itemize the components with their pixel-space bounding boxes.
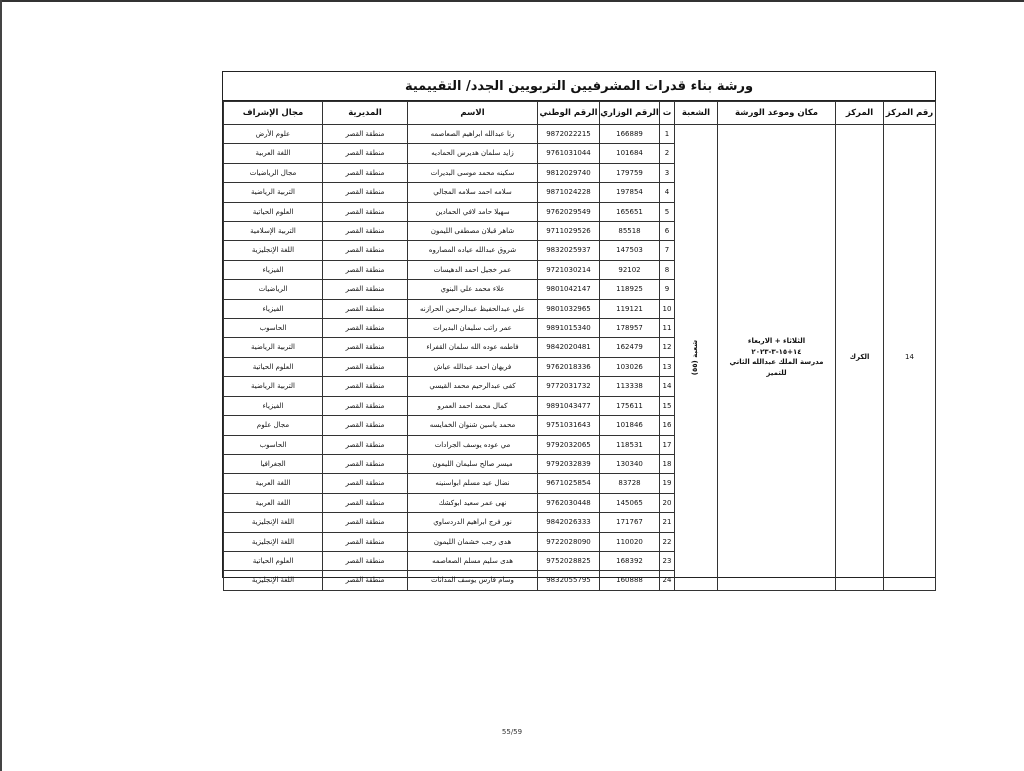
seq-cell: 18 bbox=[660, 454, 675, 473]
national-number-cell: 9891015340 bbox=[538, 319, 600, 338]
document-sheet bbox=[222, 71, 936, 585]
national-number-cell: 9871024228 bbox=[538, 183, 600, 202]
ministry-number-cell: 92102 bbox=[600, 260, 660, 279]
field-cell: الفيزياء bbox=[224, 396, 323, 415]
name-cell: فاطمه عوده الله سلمان القفراء bbox=[408, 338, 538, 357]
field-cell: اللغة العربية bbox=[224, 144, 323, 163]
national-number-cell: 9761031044 bbox=[538, 144, 600, 163]
name-cell: علي عبدالحفيظ عبدالرحمن الحرازنه bbox=[408, 299, 538, 318]
table-header-row bbox=[224, 102, 936, 125]
seq-cell: 2 bbox=[660, 144, 675, 163]
seq-cell: 12 bbox=[660, 338, 675, 357]
name-cell: كفى عبدالرحيم محمد القيسي bbox=[408, 377, 538, 396]
header-seq: ت bbox=[660, 102, 675, 125]
field-cell: اللغة الإنجليزية bbox=[224, 513, 323, 532]
national-number-cell: 9711029526 bbox=[538, 222, 600, 241]
page-edge-left bbox=[0, 0, 2, 771]
ministry-number-cell: 101684 bbox=[600, 144, 660, 163]
page-edge-top bbox=[0, 0, 1024, 2]
header-section: الشعبة bbox=[675, 102, 718, 125]
venue-line1: الثلاثاء + الاربعاء bbox=[747, 337, 806, 346]
ministry-number-cell: 175611 bbox=[600, 396, 660, 415]
seq-cell: 21 bbox=[660, 513, 675, 532]
field-cell: مجال علوم bbox=[224, 416, 323, 435]
seq-cell: 24 bbox=[660, 571, 675, 590]
field-cell: اللغة الإنجليزية bbox=[224, 571, 323, 590]
seq-cell: 16 bbox=[660, 416, 675, 435]
field-cell: التربية الرياضية bbox=[224, 377, 323, 396]
directorate-cell: منطقة القصر bbox=[323, 183, 408, 202]
venue-date-cell bbox=[718, 125, 836, 591]
header-center: المركز bbox=[836, 102, 884, 125]
national-number-cell: 9801032965 bbox=[538, 299, 600, 318]
seq-cell: 10 bbox=[660, 299, 675, 318]
directorate-cell: منطقة القصر bbox=[323, 493, 408, 512]
national-number-cell: 9872022215 bbox=[538, 125, 600, 144]
name-cell: رنا عبدالله ابراهيم الصعاصمه bbox=[408, 125, 538, 144]
national-number-cell: 9772031732 bbox=[538, 377, 600, 396]
ministry-number-cell: 147503 bbox=[600, 241, 660, 260]
field-cell: العلوم الحياتية bbox=[224, 202, 323, 221]
directorate-cell: منطقة القصر bbox=[323, 338, 408, 357]
directorate-cell: منطقة القصر bbox=[323, 163, 408, 182]
venue-line4: للتميز bbox=[766, 368, 787, 377]
directorate-cell: منطقة القصر bbox=[323, 377, 408, 396]
header-national-no: الرقم الوطني bbox=[538, 102, 600, 125]
field-cell: العلوم الحياتية bbox=[224, 551, 323, 570]
ministry-number-cell: 178957 bbox=[600, 319, 660, 338]
national-number-cell: 9842026333 bbox=[538, 513, 600, 532]
directorate-cell: منطقة القصر bbox=[323, 396, 408, 415]
national-number-cell: 9762030448 bbox=[538, 493, 600, 512]
seq-cell: 22 bbox=[660, 532, 675, 551]
document-title: ورشة بناء قدرات المشرفيين التربويين الجدد/ التقييمية bbox=[223, 72, 935, 101]
name-cell: عمر راتب سليمان البديرات bbox=[408, 319, 538, 338]
name-cell: سكينه محمد موسى البديرات bbox=[408, 163, 538, 182]
seq-cell: 7 bbox=[660, 241, 675, 260]
participants-table bbox=[223, 101, 936, 591]
ministry-number-cell: 160888 bbox=[600, 571, 660, 590]
national-number-cell: 9721030214 bbox=[538, 260, 600, 279]
name-cell: شروق عبدالله عياده المصاروه bbox=[408, 241, 538, 260]
national-number-cell: 9891043477 bbox=[538, 396, 600, 415]
field-cell: الرياضيات bbox=[224, 280, 323, 299]
directorate-cell: منطقة القصر bbox=[323, 551, 408, 570]
field-cell: التربية الرياضية bbox=[224, 338, 323, 357]
directorate-cell: منطقة القصر bbox=[323, 435, 408, 454]
ministry-number-cell: 113338 bbox=[600, 377, 660, 396]
ministry-number-cell: 118531 bbox=[600, 435, 660, 454]
ministry-number-cell: 179759 bbox=[600, 163, 660, 182]
name-cell: محمد ياسين شنوان الخمايسه bbox=[408, 416, 538, 435]
name-cell: نضال عيد مسلم ابواسنينه bbox=[408, 474, 538, 493]
directorate-cell: منطقة القصر bbox=[323, 202, 408, 221]
directorate-cell: منطقة القصر bbox=[323, 241, 408, 260]
header-ministry-no: الرقم الوزاري bbox=[600, 102, 660, 125]
seq-cell: 23 bbox=[660, 551, 675, 570]
header-field: مجال الإشراف bbox=[224, 102, 323, 125]
field-cell: الحاسوب bbox=[224, 319, 323, 338]
directorate-cell: منطقة القصر bbox=[323, 513, 408, 532]
header-directorate: المديرية bbox=[323, 102, 408, 125]
seq-cell: 9 bbox=[660, 280, 675, 299]
national-number-cell: 9842020481 bbox=[538, 338, 600, 357]
name-cell: زايد سلمان هديرس الحماديه bbox=[408, 144, 538, 163]
name-cell: هدى رجب خشمان الليمون bbox=[408, 532, 538, 551]
ministry-number-cell: 119121 bbox=[600, 299, 660, 318]
field-cell: علوم الأرض bbox=[224, 125, 323, 144]
ministry-number-cell: 101846 bbox=[600, 416, 660, 435]
seq-cell: 15 bbox=[660, 396, 675, 415]
field-cell: الفيزياء bbox=[224, 260, 323, 279]
field-cell: التربية الإسلامية bbox=[224, 222, 323, 241]
ministry-number-cell: 168392 bbox=[600, 551, 660, 570]
section-cell bbox=[675, 125, 718, 591]
directorate-cell: منطقة القصر bbox=[323, 299, 408, 318]
directorate-cell: منطقة القصر bbox=[323, 474, 408, 493]
field-cell: التربية الرياضية bbox=[224, 183, 323, 202]
seq-cell: 4 bbox=[660, 183, 675, 202]
field-cell: اللغة الإنجليزية bbox=[224, 532, 323, 551]
directorate-cell: منطقة القصر bbox=[323, 260, 408, 279]
seq-cell: 6 bbox=[660, 222, 675, 241]
center-name-cell: الكرك bbox=[836, 125, 884, 591]
national-number-cell: 9751031643 bbox=[538, 416, 600, 435]
ministry-number-cell: 110020 bbox=[600, 532, 660, 551]
name-cell: عمر خجيل احمد الدهيسات bbox=[408, 260, 538, 279]
name-cell: علاء محمد علي البنوي bbox=[408, 280, 538, 299]
seq-cell: 19 bbox=[660, 474, 675, 493]
seq-cell: 13 bbox=[660, 357, 675, 376]
seq-cell: 17 bbox=[660, 435, 675, 454]
field-cell: الفيزياء bbox=[224, 299, 323, 318]
directorate-cell: منطقة القصر bbox=[323, 454, 408, 473]
ministry-number-cell: 103026 bbox=[600, 357, 660, 376]
field-cell: الحاسوب bbox=[224, 435, 323, 454]
header-name: الاسم bbox=[408, 102, 538, 125]
name-cell: نهى عمر سعيد ابوكشك bbox=[408, 493, 538, 512]
directorate-cell: منطقة القصر bbox=[323, 280, 408, 299]
directorate-cell: منطقة القصر bbox=[323, 319, 408, 338]
ministry-number-cell: 162479 bbox=[600, 338, 660, 357]
field-cell: اللغة العربية bbox=[224, 474, 323, 493]
venue-line2: ١٤+١٥-٣-٢٠٢٣ bbox=[751, 347, 802, 356]
ministry-number-cell: 130340 bbox=[600, 454, 660, 473]
directorate-cell: منطقة القصر bbox=[323, 532, 408, 551]
directorate-cell: منطقة القصر bbox=[323, 222, 408, 241]
ministry-number-cell: 118925 bbox=[600, 280, 660, 299]
name-cell: ميسر صالح سليمان الليمون bbox=[408, 454, 538, 473]
national-number-cell: 9762018336 bbox=[538, 357, 600, 376]
name-cell: سلامه احمد سلامه المجالي bbox=[408, 183, 538, 202]
center-number-cell: 14 bbox=[884, 125, 936, 591]
national-number-cell: 9792032065 bbox=[538, 435, 600, 454]
name-cell: كمال محمد احمد العمرو bbox=[408, 396, 538, 415]
national-number-cell: 9832025937 bbox=[538, 241, 600, 260]
national-number-cell: 9801042147 bbox=[538, 280, 600, 299]
national-number-cell: 9671025854 bbox=[538, 474, 600, 493]
seq-cell: 8 bbox=[660, 260, 675, 279]
venue-line3: مدرسة الملك عبدالله الثاني bbox=[729, 358, 824, 367]
seq-cell: 3 bbox=[660, 163, 675, 182]
name-cell: فريهان احمد عبدالله عياش bbox=[408, 357, 538, 376]
field-cell: الجغرافيا bbox=[224, 454, 323, 473]
ministry-number-cell: 197854 bbox=[600, 183, 660, 202]
ministry-number-cell: 83728 bbox=[600, 474, 660, 493]
field-cell: العلوم الحياتية bbox=[224, 357, 323, 376]
page-number: 55/59 bbox=[501, 728, 523, 736]
field-cell: اللغة الإنجليزية bbox=[224, 241, 323, 260]
name-cell: نور فرج ابراهيم الدردساوي bbox=[408, 513, 538, 532]
name-cell: وسام فارس يوسف المدانات bbox=[408, 571, 538, 590]
directorate-cell: منطقة القصر bbox=[323, 144, 408, 163]
directorate-cell: منطقة القصر bbox=[323, 125, 408, 144]
directorate-cell: منطقة القصر bbox=[323, 571, 408, 590]
seq-cell: 5 bbox=[660, 202, 675, 221]
table-row bbox=[224, 125, 936, 144]
ministry-number-cell: 165651 bbox=[600, 202, 660, 221]
field-cell: مجال الرياضيات bbox=[224, 163, 323, 182]
directorate-cell: منطقة القصر bbox=[323, 416, 408, 435]
seq-cell: 1 bbox=[660, 125, 675, 144]
header-venue-date: مكان وموعد الورشة bbox=[718, 102, 836, 125]
seq-cell: 14 bbox=[660, 377, 675, 396]
name-cell: شاهر قبلان مصطفى الليمون bbox=[408, 222, 538, 241]
section-label: شعبة (٥٥) bbox=[691, 339, 700, 376]
name-cell: هدى سليم مسلم الصعاصمه bbox=[408, 551, 538, 570]
national-number-cell: 9762029549 bbox=[538, 202, 600, 221]
national-number-cell: 9722028090 bbox=[538, 532, 600, 551]
header-center-no: رقم المركز bbox=[884, 102, 936, 125]
seq-cell: 11 bbox=[660, 319, 675, 338]
ministry-number-cell: 85518 bbox=[600, 222, 660, 241]
directorate-cell: منطقة القصر bbox=[323, 357, 408, 376]
national-number-cell: 9792032839 bbox=[538, 454, 600, 473]
table-body bbox=[224, 125, 936, 591]
seq-cell: 20 bbox=[660, 493, 675, 512]
national-number-cell: 9752028825 bbox=[538, 551, 600, 570]
name-cell: سهيلا حامد لافي الحمادين bbox=[408, 202, 538, 221]
national-number-cell: 9832055795 bbox=[538, 571, 600, 590]
ministry-number-cell: 145065 bbox=[600, 493, 660, 512]
field-cell: اللغة العربية bbox=[224, 493, 323, 512]
name-cell: مي عوده يوسف الجرادات bbox=[408, 435, 538, 454]
national-number-cell: 9812029740 bbox=[538, 163, 600, 182]
ministry-number-cell: 171767 bbox=[600, 513, 660, 532]
ministry-number-cell: 166889 bbox=[600, 125, 660, 144]
